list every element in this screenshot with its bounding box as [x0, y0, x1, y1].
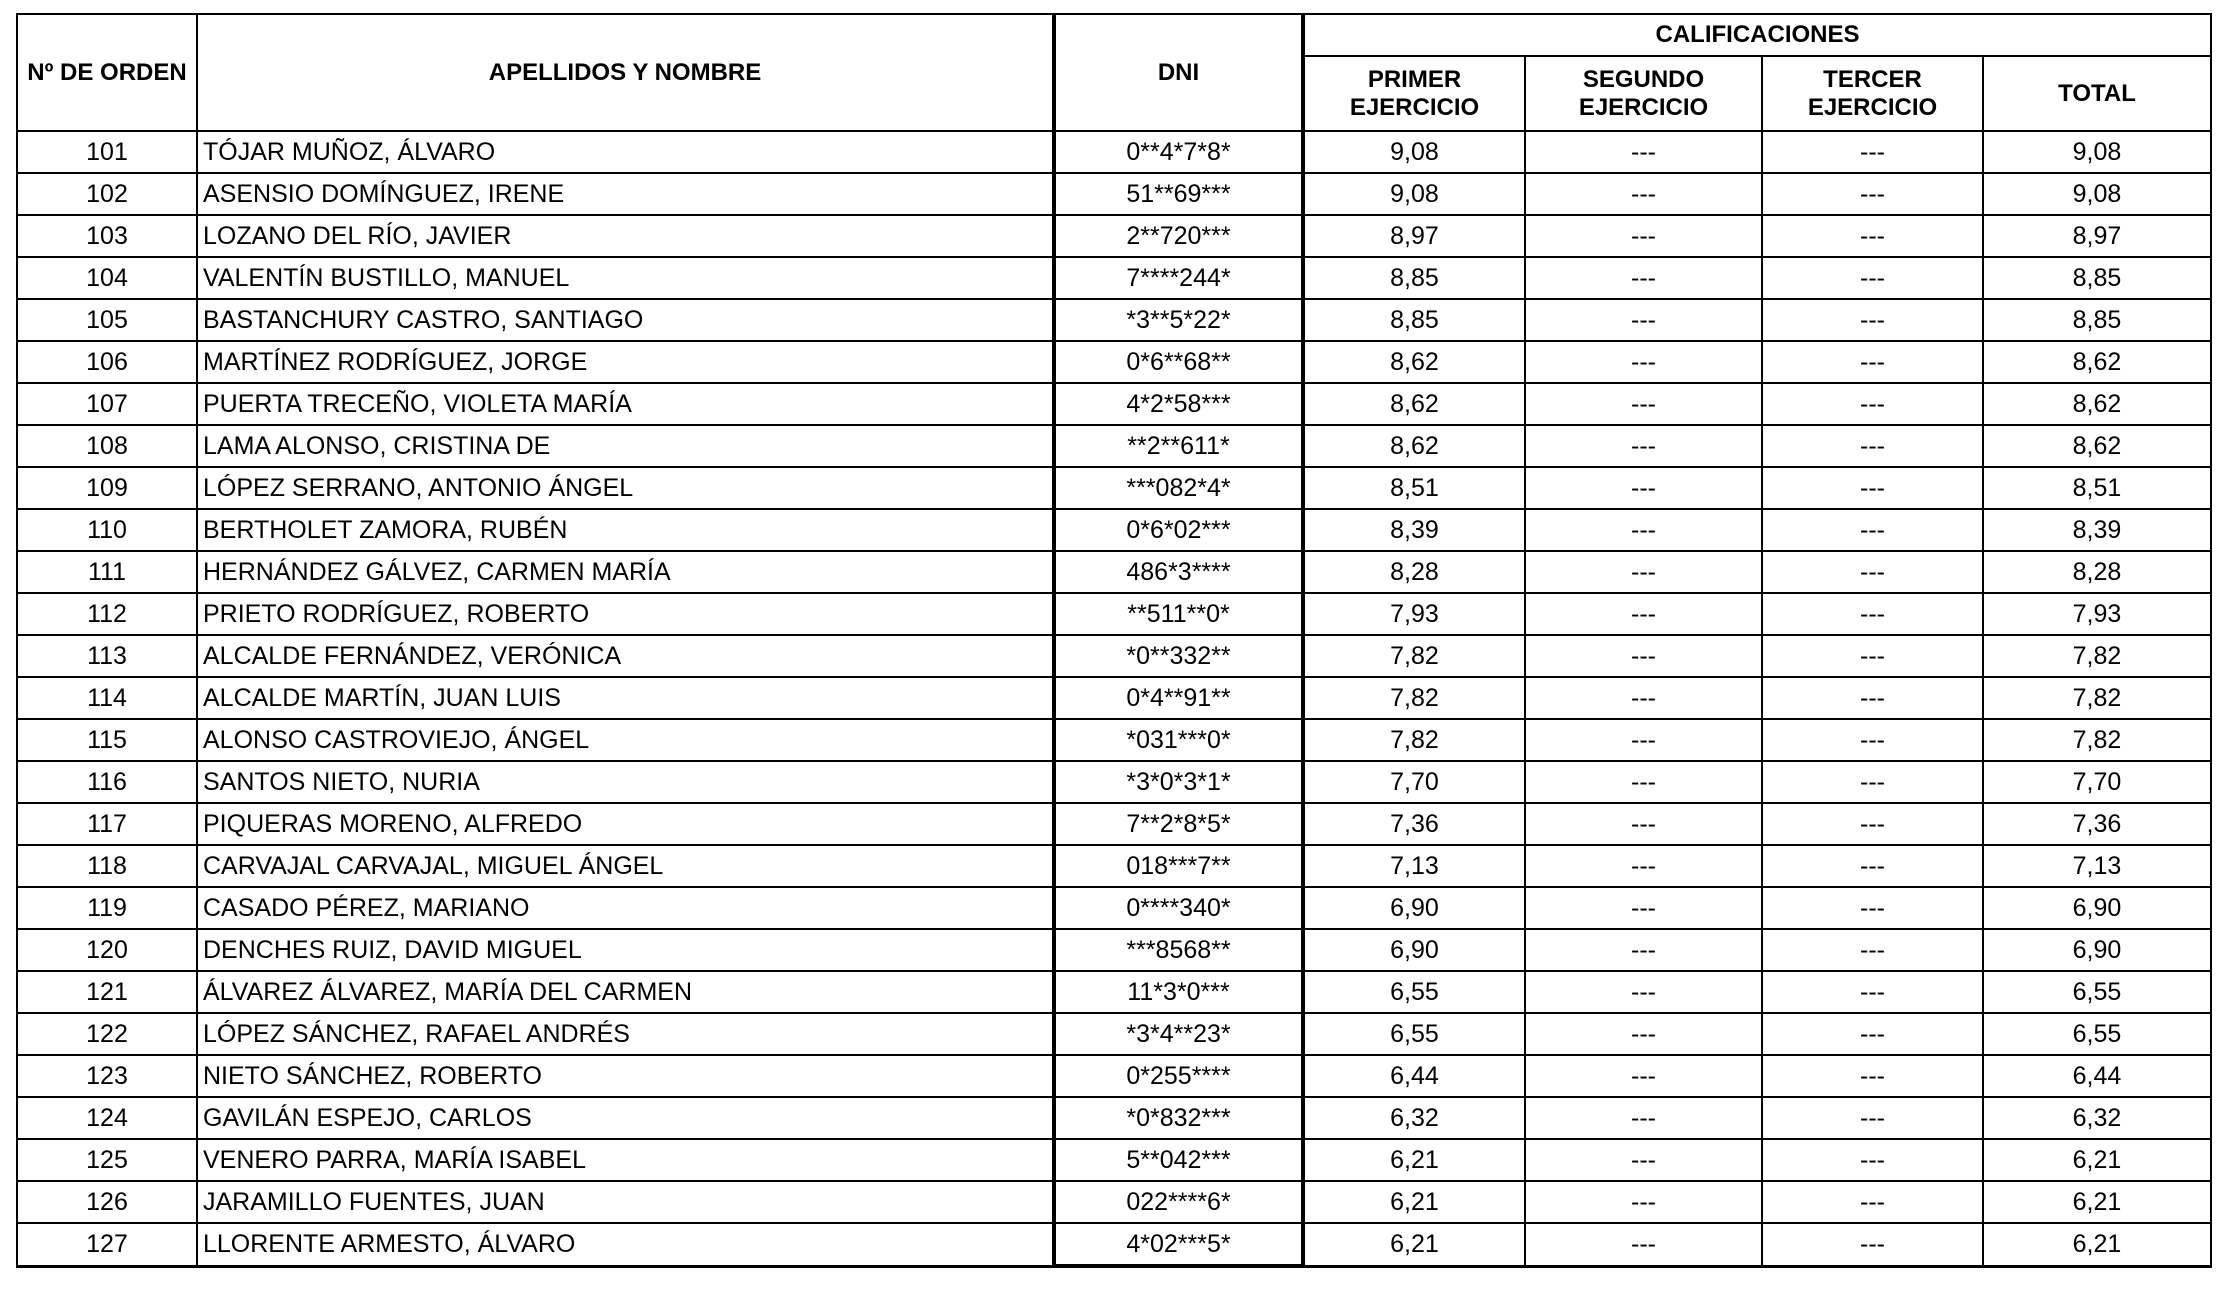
cell-orden: 107 — [17, 383, 197, 425]
table-row — [17, 803, 2211, 845]
cell-total: 6,21 — [1983, 1139, 2211, 1181]
table-row — [17, 467, 2211, 509]
cell-total: 7,82 — [1983, 635, 2211, 677]
cell-nombre: CARVAJAL CARVAJAL, MIGUEL ÁNGEL — [197, 845, 1054, 887]
cell-dni: *3**5*22* — [1054, 299, 1303, 341]
cell-total: 7,93 — [1983, 593, 2211, 635]
cell-dni: *3*0*3*1* — [1054, 761, 1303, 803]
cell-tercer-ejercicio: --- — [1762, 341, 1983, 383]
cell-orden: 119 — [17, 887, 197, 929]
table-row — [17, 971, 2211, 1013]
cell-nombre: PIQUERAS MORENO, ALFREDO — [197, 803, 1054, 845]
header-dni: DNI — [1054, 14, 1303, 131]
cell-tercer-ejercicio: --- — [1762, 1013, 1983, 1055]
cell-orden: 111 — [17, 551, 197, 593]
cell-orden: 118 — [17, 845, 197, 887]
cell-orden: 126 — [17, 1181, 197, 1223]
cell-segundo-ejercicio: --- — [1525, 1223, 1762, 1266]
table-row — [17, 509, 2211, 551]
cell-total: 6,21 — [1983, 1181, 2211, 1223]
cell-nombre: LOZANO DEL RÍO, JAVIER — [197, 215, 1054, 257]
cell-primer-ejercicio: 7,36 — [1303, 803, 1525, 845]
cell-tercer-ejercicio: --- — [1762, 1055, 1983, 1097]
cell-primer-ejercicio: 7,82 — [1303, 719, 1525, 761]
cell-total: 6,32 — [1983, 1097, 2211, 1139]
table-header — [17, 14, 2211, 131]
cell-nombre: VENERO PARRA, MARÍA ISABEL — [197, 1139, 1054, 1181]
cell-dni: 11*3*0*** — [1054, 971, 1303, 1013]
cell-primer-ejercicio: 9,08 — [1303, 131, 1525, 173]
header-primer-ejercicio: PRIMER EJERCICIO — [1303, 56, 1525, 131]
header-orden: Nº DE ORDEN — [17, 14, 197, 131]
cell-orden: 124 — [17, 1097, 197, 1139]
cell-primer-ejercicio: 6,55 — [1303, 1013, 1525, 1055]
cell-total: 7,82 — [1983, 719, 2211, 761]
cell-tercer-ejercicio: --- — [1762, 677, 1983, 719]
cell-segundo-ejercicio: --- — [1525, 551, 1762, 593]
cell-primer-ejercicio: 9,08 — [1303, 173, 1525, 215]
table-row — [17, 761, 2211, 803]
cell-orden: 117 — [17, 803, 197, 845]
cell-segundo-ejercicio: --- — [1525, 635, 1762, 677]
cell-orden: 114 — [17, 677, 197, 719]
cell-segundo-ejercicio: --- — [1525, 257, 1762, 299]
cell-primer-ejercicio: 7,93 — [1303, 593, 1525, 635]
cell-orden: 120 — [17, 929, 197, 971]
cell-total: 7,36 — [1983, 803, 2211, 845]
table-body — [17, 131, 2211, 1266]
cell-nombre: PUERTA TRECEÑO, VIOLETA MARÍA — [197, 383, 1054, 425]
cell-nombre: MARTÍNEZ RODRÍGUEZ, JORGE — [197, 341, 1054, 383]
cell-primer-ejercicio: 8,51 — [1303, 467, 1525, 509]
cell-segundo-ejercicio: --- — [1525, 1139, 1762, 1181]
header-tercer-ejercicio: TERCER EJERCICIO — [1762, 56, 1983, 131]
header-nombre: APELLIDOS Y NOMBRE — [197, 14, 1054, 131]
cell-dni: *0**332** — [1054, 635, 1303, 677]
cell-segundo-ejercicio: --- — [1525, 845, 1762, 887]
cell-total: 8,62 — [1983, 425, 2211, 467]
cell-segundo-ejercicio: --- — [1525, 929, 1762, 971]
cell-nombre: BASTANCHURY CASTRO, SANTIAGO — [197, 299, 1054, 341]
cell-primer-ejercicio: 8,62 — [1303, 425, 1525, 467]
cell-primer-ejercicio: 8,39 — [1303, 509, 1525, 551]
table-row — [17, 383, 2211, 425]
cell-tercer-ejercicio: --- — [1762, 425, 1983, 467]
cell-primer-ejercicio: 6,21 — [1303, 1223, 1525, 1266]
cell-orden: 125 — [17, 1139, 197, 1181]
cell-nombre: BERTHOLET ZAMORA, RUBÉN — [197, 509, 1054, 551]
cell-segundo-ejercicio: --- — [1525, 299, 1762, 341]
table-row — [17, 299, 2211, 341]
cell-segundo-ejercicio: --- — [1525, 677, 1762, 719]
cell-nombre: VALENTÍN BUSTILLO, MANUEL — [197, 257, 1054, 299]
cell-total: 6,90 — [1983, 929, 2211, 971]
cell-dni: *0*832*** — [1054, 1097, 1303, 1139]
cell-dni: 7****244* — [1054, 257, 1303, 299]
cell-primer-ejercicio: 7,82 — [1303, 635, 1525, 677]
cell-segundo-ejercicio: --- — [1525, 1055, 1762, 1097]
cell-tercer-ejercicio: --- — [1762, 1097, 1983, 1139]
cell-segundo-ejercicio: --- — [1525, 173, 1762, 215]
cell-nombre: HERNÁNDEZ GÁLVEZ, CARMEN MARÍA — [197, 551, 1054, 593]
cell-orden: 110 — [17, 509, 197, 551]
cell-total: 8,62 — [1983, 383, 2211, 425]
cell-tercer-ejercicio: --- — [1762, 551, 1983, 593]
cell-total: 6,21 — [1983, 1223, 2211, 1266]
cell-dni: 0*255**** — [1054, 1055, 1303, 1097]
cell-nombre: LAMA ALONSO, CRISTINA DE — [197, 425, 1054, 467]
cell-orden: 109 — [17, 467, 197, 509]
cell-nombre: ALCALDE FERNÁNDEZ, VERÓNICA — [197, 635, 1054, 677]
cell-primer-ejercicio: 6,55 — [1303, 971, 1525, 1013]
cell-orden: 122 — [17, 1013, 197, 1055]
cell-total: 9,08 — [1983, 131, 2211, 173]
cell-segundo-ejercicio: --- — [1525, 1013, 1762, 1055]
cell-total: 8,85 — [1983, 299, 2211, 341]
cell-primer-ejercicio: 6,32 — [1303, 1097, 1525, 1139]
cell-segundo-ejercicio: --- — [1525, 131, 1762, 173]
cell-primer-ejercicio: 8,62 — [1303, 341, 1525, 383]
cell-primer-ejercicio: 6,21 — [1303, 1181, 1525, 1223]
table-row — [17, 929, 2211, 971]
cell-segundo-ejercicio: --- — [1525, 383, 1762, 425]
cell-primer-ejercicio: 7,82 — [1303, 677, 1525, 719]
cell-dni: 7**2*8*5* — [1054, 803, 1303, 845]
cell-segundo-ejercicio: --- — [1525, 971, 1762, 1013]
cell-tercer-ejercicio: --- — [1762, 215, 1983, 257]
cell-segundo-ejercicio: --- — [1525, 719, 1762, 761]
cell-dni: 018***7** — [1054, 845, 1303, 887]
table-row — [17, 1013, 2211, 1055]
table-row — [17, 1139, 2211, 1181]
cell-total: 6,55 — [1983, 971, 2211, 1013]
cell-tercer-ejercicio: --- — [1762, 173, 1983, 215]
cell-orden: 112 — [17, 593, 197, 635]
cell-total: 7,70 — [1983, 761, 2211, 803]
cell-tercer-ejercicio: --- — [1762, 1223, 1983, 1266]
table-row — [17, 425, 2211, 467]
cell-tercer-ejercicio: --- — [1762, 257, 1983, 299]
cell-total: 8,28 — [1983, 551, 2211, 593]
cell-nombre: JARAMILLO FUENTES, JUAN — [197, 1181, 1054, 1223]
cell-tercer-ejercicio: --- — [1762, 467, 1983, 509]
cell-tercer-ejercicio: --- — [1762, 131, 1983, 173]
cell-dni: 4*2*58*** — [1054, 383, 1303, 425]
cell-nombre: TÓJAR MUÑOZ, ÁLVARO — [197, 131, 1054, 173]
cell-primer-ejercicio: 6,90 — [1303, 929, 1525, 971]
cell-orden: 101 — [17, 131, 197, 173]
cell-tercer-ejercicio: --- — [1762, 929, 1983, 971]
table-row — [17, 635, 2211, 677]
cell-orden: 115 — [17, 719, 197, 761]
cell-nombre: GAVILÁN ESPEJO, CARLOS — [197, 1097, 1054, 1139]
cell-nombre: LLORENTE ARMESTO, ÁLVARO — [197, 1223, 1054, 1266]
cell-dni: **511**0* — [1054, 593, 1303, 635]
table-row — [17, 173, 2211, 215]
cell-orden: 103 — [17, 215, 197, 257]
cell-dni: 0****340* — [1054, 887, 1303, 929]
cell-total: 8,51 — [1983, 467, 2211, 509]
cell-tercer-ejercicio: --- — [1762, 803, 1983, 845]
cell-dni: *3*4**23* — [1054, 1013, 1303, 1055]
cell-total: 6,90 — [1983, 887, 2211, 929]
cell-tercer-ejercicio: --- — [1762, 635, 1983, 677]
cell-dni: ***082*4* — [1054, 467, 1303, 509]
cell-primer-ejercicio: 8,85 — [1303, 299, 1525, 341]
cell-orden: 123 — [17, 1055, 197, 1097]
cell-dni: 5**042*** — [1054, 1139, 1303, 1181]
cell-orden: 106 — [17, 341, 197, 383]
cell-nombre: ALONSO CASTROVIEJO, ÁNGEL — [197, 719, 1054, 761]
cell-total: 7,13 — [1983, 845, 2211, 887]
cell-segundo-ejercicio: --- — [1525, 509, 1762, 551]
cell-tercer-ejercicio: --- — [1762, 299, 1983, 341]
cell-primer-ejercicio: 6,44 — [1303, 1055, 1525, 1097]
cell-tercer-ejercicio: --- — [1762, 887, 1983, 929]
cell-nombre: ÁLVAREZ ÁLVAREZ, MARÍA DEL CARMEN — [197, 971, 1054, 1013]
cell-dni: 0*6*02*** — [1054, 509, 1303, 551]
cell-primer-ejercicio: 6,21 — [1303, 1139, 1525, 1181]
header-calificaciones: CALIFICACIONES — [1303, 14, 2211, 56]
cell-total: 8,97 — [1983, 215, 2211, 257]
cell-tercer-ejercicio: --- — [1762, 971, 1983, 1013]
cell-dni: 51**69*** — [1054, 173, 1303, 215]
cell-nombre: CASADO PÉREZ, MARIANO — [197, 887, 1054, 929]
cell-dni: 2**720*** — [1054, 215, 1303, 257]
cell-dni: 0*4**91** — [1054, 677, 1303, 719]
table-row — [17, 887, 2211, 929]
cell-nombre: LÓPEZ SERRANO, ANTONIO ÁNGEL — [197, 467, 1054, 509]
cell-orden: 116 — [17, 761, 197, 803]
cell-segundo-ejercicio: --- — [1525, 467, 1762, 509]
table-row — [17, 1181, 2211, 1223]
table-row — [17, 131, 2211, 173]
cell-primer-ejercicio: 8,85 — [1303, 257, 1525, 299]
cell-primer-ejercicio: 7,13 — [1303, 845, 1525, 887]
cell-tercer-ejercicio: --- — [1762, 383, 1983, 425]
cell-total: 6,55 — [1983, 1013, 2211, 1055]
cell-nombre: NIETO SÁNCHEZ, ROBERTO — [197, 1055, 1054, 1097]
table-row — [17, 257, 2211, 299]
grades-table — [16, 13, 2212, 1268]
cell-tercer-ejercicio: --- — [1762, 845, 1983, 887]
cell-tercer-ejercicio: --- — [1762, 719, 1983, 761]
cell-nombre: LÓPEZ SÁNCHEZ, RAFAEL ANDRÉS — [197, 1013, 1054, 1055]
cell-total: 8,39 — [1983, 509, 2211, 551]
cell-segundo-ejercicio: --- — [1525, 1181, 1762, 1223]
cell-orden: 102 — [17, 173, 197, 215]
cell-dni: ***8568** — [1054, 929, 1303, 971]
cell-dni: 4*02***5* — [1054, 1223, 1303, 1266]
cell-primer-ejercicio: 8,62 — [1303, 383, 1525, 425]
cell-dni: 022****6* — [1054, 1181, 1303, 1223]
cell-orden: 113 — [17, 635, 197, 677]
cell-tercer-ejercicio: --- — [1762, 509, 1983, 551]
header-segundo-ejercicio: SEGUNDO EJERCICIO — [1525, 56, 1762, 131]
table-row — [17, 551, 2211, 593]
cell-orden: 121 — [17, 971, 197, 1013]
cell-orden: 104 — [17, 257, 197, 299]
cell-nombre: ASENSIO DOMÍNGUEZ, IRENE — [197, 173, 1054, 215]
cell-tercer-ejercicio: --- — [1762, 1181, 1983, 1223]
table-row — [17, 1055, 2211, 1097]
cell-nombre: PRIETO RODRÍGUEZ, ROBERTO — [197, 593, 1054, 635]
cell-nombre: ALCALDE MARTÍN, JUAN LUIS — [197, 677, 1054, 719]
cell-primer-ejercicio: 8,97 — [1303, 215, 1525, 257]
table-row — [17, 1097, 2211, 1139]
cell-orden: 108 — [17, 425, 197, 467]
cell-orden: 105 — [17, 299, 197, 341]
cell-nombre: SANTOS NIETO, NURIA — [197, 761, 1054, 803]
table-row — [17, 593, 2211, 635]
cell-total: 6,44 — [1983, 1055, 2211, 1097]
cell-segundo-ejercicio: --- — [1525, 341, 1762, 383]
cell-primer-ejercicio: 6,90 — [1303, 887, 1525, 929]
cell-orden: 127 — [17, 1223, 197, 1266]
cell-segundo-ejercicio: --- — [1525, 761, 1762, 803]
header-total: TOTAL — [1983, 56, 2211, 131]
cell-segundo-ejercicio: --- — [1525, 803, 1762, 845]
table-row — [17, 677, 2211, 719]
cell-tercer-ejercicio: --- — [1762, 761, 1983, 803]
cell-total: 8,62 — [1983, 341, 2211, 383]
cell-dni: 0*6**68** — [1054, 341, 1303, 383]
table-row — [17, 719, 2211, 761]
table-row — [17, 845, 2211, 887]
cell-dni: **2**611* — [1054, 425, 1303, 467]
cell-segundo-ejercicio: --- — [1525, 1097, 1762, 1139]
table-row — [17, 341, 2211, 383]
cell-dni: 0**4*7*8* — [1054, 131, 1303, 173]
table-row — [17, 1223, 2211, 1266]
cell-dni: *031***0* — [1054, 719, 1303, 761]
cell-total: 8,85 — [1983, 257, 2211, 299]
cell-total: 7,82 — [1983, 677, 2211, 719]
cell-segundo-ejercicio: --- — [1525, 215, 1762, 257]
cell-nombre: DENCHES RUIZ, DAVID MIGUEL — [197, 929, 1054, 971]
cell-segundo-ejercicio: --- — [1525, 593, 1762, 635]
table-row — [17, 215, 2211, 257]
cell-segundo-ejercicio: --- — [1525, 887, 1762, 929]
cell-dni: 486*3**** — [1054, 551, 1303, 593]
cell-primer-ejercicio: 7,70 — [1303, 761, 1525, 803]
cell-segundo-ejercicio: --- — [1525, 425, 1762, 467]
cell-tercer-ejercicio: --- — [1762, 593, 1983, 635]
cell-tercer-ejercicio: --- — [1762, 1139, 1983, 1181]
cell-total: 9,08 — [1983, 173, 2211, 215]
cell-primer-ejercicio: 8,28 — [1303, 551, 1525, 593]
